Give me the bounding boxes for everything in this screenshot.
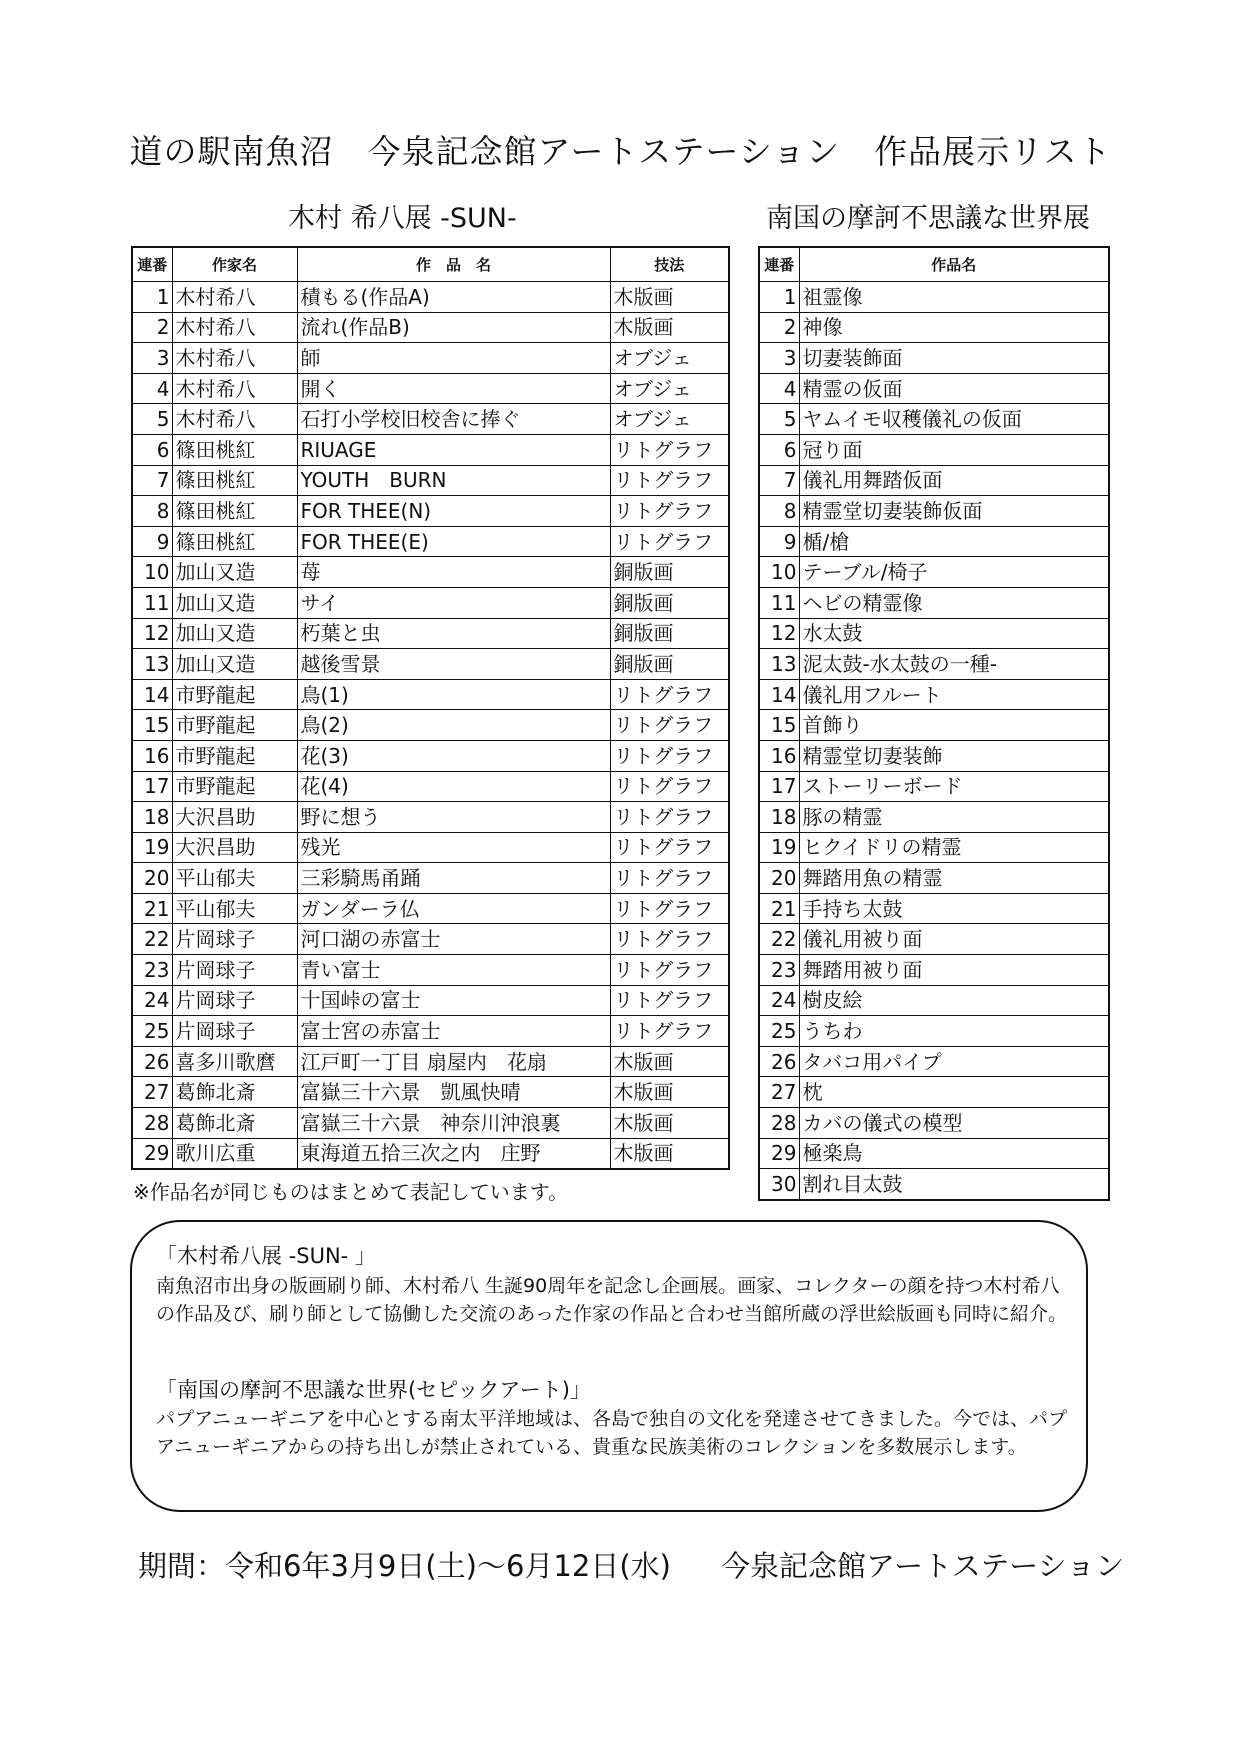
row-number: 11 <box>759 587 799 618</box>
row-number: 16 <box>759 740 799 771</box>
artist-name: 葛飾北斎 <box>172 1077 297 1108</box>
work-title: 三彩騎馬甬踊 <box>297 863 610 894</box>
work-title: 儀礼用舞踏仮面 <box>799 465 1109 496</box>
row-number: 9 <box>132 526 172 557</box>
work-title: 精霊堂切妻装飾仮面 <box>799 496 1109 527</box>
sun-description-title: 「木村希八展 -SUN- 」 <box>156 1244 376 1268</box>
table-row <box>759 282 1109 313</box>
work-title: 越後雪景 <box>297 649 610 680</box>
work-title: 十国峠の富士 <box>297 985 610 1016</box>
row-number: 20 <box>759 863 799 894</box>
work-title: 鳥(2) <box>297 710 610 741</box>
technique: 木版画 <box>610 282 729 313</box>
technique: リトグラフ <box>610 832 729 863</box>
artist-name: 篠田桃紅 <box>172 496 297 527</box>
row-number: 5 <box>759 404 799 435</box>
technique: リトグラフ <box>610 863 729 894</box>
work-title: RIUAGE <box>297 434 610 465</box>
work-title: 富士宮の赤富士 <box>297 1016 610 1047</box>
row-number: 15 <box>759 710 799 741</box>
row-number: 15 <box>132 710 172 741</box>
artist-name: 木村希八 <box>172 343 297 374</box>
row-number: 5 <box>132 404 172 435</box>
technique: リトグラフ <box>610 496 729 527</box>
row-number: 8 <box>132 496 172 527</box>
table-row <box>132 802 729 833</box>
work-title: 朽葉と虫 <box>297 618 610 649</box>
work-title: 豚の精霊 <box>799 802 1109 833</box>
row-number: 28 <box>132 1108 172 1139</box>
work-title: 冠り面 <box>799 434 1109 465</box>
table-row <box>132 465 729 496</box>
work-title: 流れ(作品B) <box>297 312 610 343</box>
row-number: 3 <box>132 343 172 374</box>
left-exhibition-title: 木村 希八展 -SUN- <box>288 203 517 234</box>
technique: リトグラフ <box>610 679 729 710</box>
row-number: 24 <box>759 985 799 1016</box>
artist-name: 加山又造 <box>172 618 297 649</box>
row-number: 20 <box>132 863 172 894</box>
technique: 木版画 <box>610 1077 729 1108</box>
table-header-row <box>132 247 729 282</box>
table-row <box>132 832 729 863</box>
row-number: 19 <box>132 832 172 863</box>
table-row <box>759 404 1109 435</box>
technique: オブジェ <box>610 373 729 404</box>
row-number: 22 <box>132 924 172 955</box>
technique: リトグラフ <box>610 955 729 986</box>
row-number: 11 <box>132 587 172 618</box>
table-row <box>759 893 1109 924</box>
work-title: 江戸町一丁目 扇屋内 花扇 <box>297 1046 610 1077</box>
table-row <box>759 587 1109 618</box>
table-row <box>759 1108 1109 1139</box>
work-title: 舞踏用魚の精霊 <box>799 863 1109 894</box>
work-title: 富嶽三十六景 凱風快晴 <box>297 1077 610 1108</box>
row-number: 23 <box>759 955 799 986</box>
row-number: 14 <box>132 679 172 710</box>
work-title: 泥太鼓-水太鼓の一種- <box>799 649 1109 680</box>
footer <box>138 1544 1174 1585</box>
artist-name: 市野龍起 <box>172 679 297 710</box>
row-number: 12 <box>132 618 172 649</box>
row-number: 24 <box>132 985 172 1016</box>
table-row <box>132 404 729 435</box>
table-row <box>132 649 729 680</box>
row-number: 27 <box>132 1077 172 1108</box>
work-title: ガンダーラ仏 <box>297 893 610 924</box>
row-number: 9 <box>759 526 799 557</box>
technique: 銅版画 <box>610 557 729 588</box>
table-row <box>132 434 729 465</box>
left-exhibition-table <box>131 246 730 1170</box>
table-row <box>132 1138 729 1169</box>
row-number: 18 <box>132 802 172 833</box>
work-title: 開く <box>297 373 610 404</box>
work-title: 枕 <box>799 1077 1109 1108</box>
artist-name: 木村希八 <box>172 282 297 313</box>
artist-name: 篠田桃紅 <box>172 526 297 557</box>
table-row <box>132 771 729 802</box>
work-title: 青い富士 <box>297 955 610 986</box>
work-title: 積もる(作品A) <box>297 282 610 313</box>
artist-name: 片岡球子 <box>172 955 297 986</box>
artist-name: 市野龍起 <box>172 710 297 741</box>
artist-name: 木村希八 <box>172 312 297 343</box>
table-row <box>759 1169 1109 1200</box>
technique: リトグラフ <box>610 434 729 465</box>
work-title: 石打小学校旧校舎に捧ぐ <box>297 404 610 435</box>
artist-name: 片岡球子 <box>172 924 297 955</box>
row-number: 30 <box>759 1169 799 1200</box>
page-title: 道の駅南魚沼 今泉記念館アートステーション 作品展示リスト <box>129 132 1112 171</box>
right-exhibition-table <box>758 246 1110 1201</box>
header-number: 連番 <box>759 247 799 282</box>
artist-name: 喜多川歌麿 <box>172 1046 297 1077</box>
work-title: 楯/槍 <box>799 526 1109 557</box>
header-work: 作品名 <box>799 247 1109 282</box>
table-row <box>132 863 729 894</box>
row-number: 3 <box>759 343 799 374</box>
table-note: ※作品名が同じものはまとめて表記しています。 <box>133 1180 569 1204</box>
work-title: YOUTH BURN <box>297 465 610 496</box>
artist-name: 平山郁夫 <box>172 863 297 894</box>
artist-name: 木村希八 <box>172 404 297 435</box>
artist-name: 市野龍起 <box>172 771 297 802</box>
table-row <box>132 710 729 741</box>
row-number: 7 <box>132 465 172 496</box>
row-number: 4 <box>132 373 172 404</box>
table-row <box>759 1077 1109 1108</box>
work-title: 樹皮絵 <box>799 985 1109 1016</box>
technique: リトグラフ <box>610 1016 729 1047</box>
work-title: 花(4) <box>297 771 610 802</box>
artist-name: 加山又造 <box>172 649 297 680</box>
artist-name: 平山郁夫 <box>172 893 297 924</box>
row-number: 23 <box>132 955 172 986</box>
artist-name: 篠田桃紅 <box>172 465 297 496</box>
row-number: 10 <box>132 557 172 588</box>
work-title: 河口湖の赤富士 <box>297 924 610 955</box>
technique: リトグラフ <box>610 771 729 802</box>
work-title: 精霊の仮面 <box>799 373 1109 404</box>
row-number: 13 <box>132 649 172 680</box>
artist-name: 市野龍起 <box>172 740 297 771</box>
row-number: 4 <box>759 373 799 404</box>
row-number: 28 <box>759 1108 799 1139</box>
row-number: 12 <box>759 618 799 649</box>
table-row <box>132 1016 729 1047</box>
work-title: 野に想う <box>297 802 610 833</box>
row-number: 25 <box>132 1016 172 1047</box>
work-title: テーブル/椅子 <box>799 557 1109 588</box>
table-row <box>132 343 729 374</box>
nangoku-description-body: パプアニューギニアを中心とする南太平洋地域は、各島で独自の文化を発達させてきました。今では、パプアニューギニアからの持ち出しが禁止されている、貴重な民族美術のコレクションを多数展示します。 <box>156 1408 1068 1458</box>
work-title: 割れ目太鼓 <box>799 1169 1109 1200</box>
work-title: カバの儀式の模型 <box>799 1108 1109 1139</box>
artist-name: 葛飾北斎 <box>172 1108 297 1139</box>
row-number: 7 <box>759 465 799 496</box>
row-number: 13 <box>759 649 799 680</box>
row-number: 22 <box>759 924 799 955</box>
row-number: 2 <box>759 312 799 343</box>
table-row <box>132 1077 729 1108</box>
table-row <box>759 955 1109 986</box>
description-box <box>130 1220 1088 1512</box>
row-number: 10 <box>759 557 799 588</box>
work-title: 神像 <box>799 312 1109 343</box>
table-row <box>759 679 1109 710</box>
technique: リトグラフ <box>610 710 729 741</box>
work-title: 首飾り <box>799 710 1109 741</box>
table-row <box>132 893 729 924</box>
exhibition-period: 期間：令和6年3月9日(土)～6月12日(水) <box>138 1549 671 1583</box>
technique: リトグラフ <box>610 526 729 557</box>
table-row <box>132 373 729 404</box>
table-row <box>759 832 1109 863</box>
work-title: タバコ用パイプ <box>799 1046 1109 1077</box>
technique: オブジェ <box>610 404 729 435</box>
table-row <box>132 312 729 343</box>
technique: 銅版画 <box>610 618 729 649</box>
artist-name: 大沢昌助 <box>172 832 297 863</box>
table-row <box>759 526 1109 557</box>
table-row <box>132 679 729 710</box>
work-title: 東海道五拾三次之内 庄野 <box>297 1138 610 1169</box>
technique: 木版画 <box>610 312 729 343</box>
work-title: 儀礼用被り面 <box>799 924 1109 955</box>
table-row <box>132 526 729 557</box>
work-title: うちわ <box>799 1016 1109 1047</box>
technique: リトグラフ <box>610 465 729 496</box>
row-number: 2 <box>132 312 172 343</box>
artist-name: 片岡球子 <box>172 1016 297 1047</box>
sun-description-body: 南魚沼市出身の版画刷り師、木村希八 生誕90周年を記念し企画展。画家、コレクターの顔を持つ木村希八の作品及び、刷り師として協働した交流のあった作家の作品と合わせ当館所蔵の浮世絵版画も同時に紹介。 <box>156 1275 1068 1325</box>
table-row <box>132 1046 729 1077</box>
row-number: 29 <box>759 1138 799 1169</box>
work-title: FOR THEE(N) <box>297 496 610 527</box>
row-number: 6 <box>759 434 799 465</box>
row-number: 26 <box>759 1046 799 1077</box>
nangoku-description-title: 「南国の摩訶不思議な世界(セピックアート)」 <box>156 1378 591 1402</box>
artist-name: 加山又造 <box>172 587 297 618</box>
work-title: 花(3) <box>297 740 610 771</box>
table-row <box>132 955 729 986</box>
table-row <box>132 740 729 771</box>
work-title: ヒクイドリの精霊 <box>799 832 1109 863</box>
technique: リトグラフ <box>610 802 729 833</box>
table-row <box>759 649 1109 680</box>
table-row <box>759 1046 1109 1077</box>
work-title: 極楽鳥 <box>799 1138 1109 1169</box>
work-title: 切妻装飾面 <box>799 343 1109 374</box>
row-number: 1 <box>759 282 799 313</box>
right-exhibition-title: 南国の摩訶不思議な世界展 <box>766 203 1090 234</box>
work-title: ヤムイモ収穫儀礼の仮面 <box>799 404 1109 435</box>
technique: リトグラフ <box>610 893 729 924</box>
artist-name: 片岡球子 <box>172 985 297 1016</box>
row-number: 17 <box>759 771 799 802</box>
table-row <box>759 434 1109 465</box>
technique: 木版画 <box>610 1138 729 1169</box>
work-title: 手持ち太鼓 <box>799 893 1109 924</box>
table-row <box>132 618 729 649</box>
row-number: 19 <box>759 832 799 863</box>
table-header-row <box>759 247 1109 282</box>
technique: リトグラフ <box>610 924 729 955</box>
header-artist: 作家名 <box>172 247 297 282</box>
table-row <box>132 985 729 1016</box>
work-title: 富嶽三十六景 神奈川沖浪裏 <box>297 1108 610 1139</box>
work-title: 水太鼓 <box>799 618 1109 649</box>
technique: 木版画 <box>610 1108 729 1139</box>
technique: 銅版画 <box>610 649 729 680</box>
header-number: 連番 <box>132 247 172 282</box>
artist-name: 大沢昌助 <box>172 802 297 833</box>
row-number: 25 <box>759 1016 799 1047</box>
table-row <box>132 496 729 527</box>
row-number: 21 <box>132 893 172 924</box>
technique: リトグラフ <box>610 985 729 1016</box>
table-row <box>759 557 1109 588</box>
table-row <box>759 312 1109 343</box>
row-number: 14 <box>759 679 799 710</box>
header-work: 作 品 名 <box>297 247 610 282</box>
technique: オブジェ <box>610 343 729 374</box>
artist-name: 加山又造 <box>172 557 297 588</box>
table-row <box>759 985 1109 1016</box>
row-number: 1 <box>132 282 172 313</box>
venue-name: 今泉記念館アートステーション <box>720 1549 1125 1583</box>
work-title: 残光 <box>297 832 610 863</box>
table-row <box>759 802 1109 833</box>
table-row <box>759 618 1109 649</box>
work-title: 苺 <box>297 557 610 588</box>
work-title: サイ <box>297 587 610 618</box>
row-number: 29 <box>132 1138 172 1169</box>
work-title: ストーリーボード <box>799 771 1109 802</box>
work-title: 祖霊像 <box>799 282 1109 313</box>
header-technique: 技法 <box>610 247 729 282</box>
work-title: 精霊堂切妻装飾 <box>799 740 1109 771</box>
table-row <box>759 924 1109 955</box>
artist-name: 木村希八 <box>172 373 297 404</box>
table-row <box>759 496 1109 527</box>
technique: 銅版画 <box>610 587 729 618</box>
technique: リトグラフ <box>610 740 729 771</box>
table-row <box>759 710 1109 741</box>
work-title: 師 <box>297 343 610 374</box>
row-number: 8 <box>759 496 799 527</box>
table-row <box>759 343 1109 374</box>
table-row <box>759 863 1109 894</box>
table-row <box>759 1016 1109 1047</box>
row-number: 18 <box>759 802 799 833</box>
artist-name: 歌川広重 <box>172 1138 297 1169</box>
table-row <box>759 465 1109 496</box>
table-row <box>759 771 1109 802</box>
table-row <box>759 373 1109 404</box>
row-number: 21 <box>759 893 799 924</box>
table-row <box>132 587 729 618</box>
table-row <box>759 740 1109 771</box>
artist-name: 篠田桃紅 <box>172 434 297 465</box>
table-row <box>132 282 729 313</box>
table-row <box>132 1108 729 1139</box>
row-number: 6 <box>132 434 172 465</box>
work-title: FOR THEE(E) <box>297 526 610 557</box>
work-title: ヘビの精霊像 <box>799 587 1109 618</box>
work-title: 鳥(1) <box>297 679 610 710</box>
table-row <box>132 924 729 955</box>
work-title: 舞踏用被り面 <box>799 955 1109 986</box>
row-number: 27 <box>759 1077 799 1108</box>
row-number: 17 <box>132 771 172 802</box>
row-number: 16 <box>132 740 172 771</box>
table-row <box>759 1138 1109 1169</box>
technique: 木版画 <box>610 1046 729 1077</box>
table-row <box>132 557 729 588</box>
work-title: 儀礼用フルート <box>799 679 1109 710</box>
row-number: 26 <box>132 1046 172 1077</box>
